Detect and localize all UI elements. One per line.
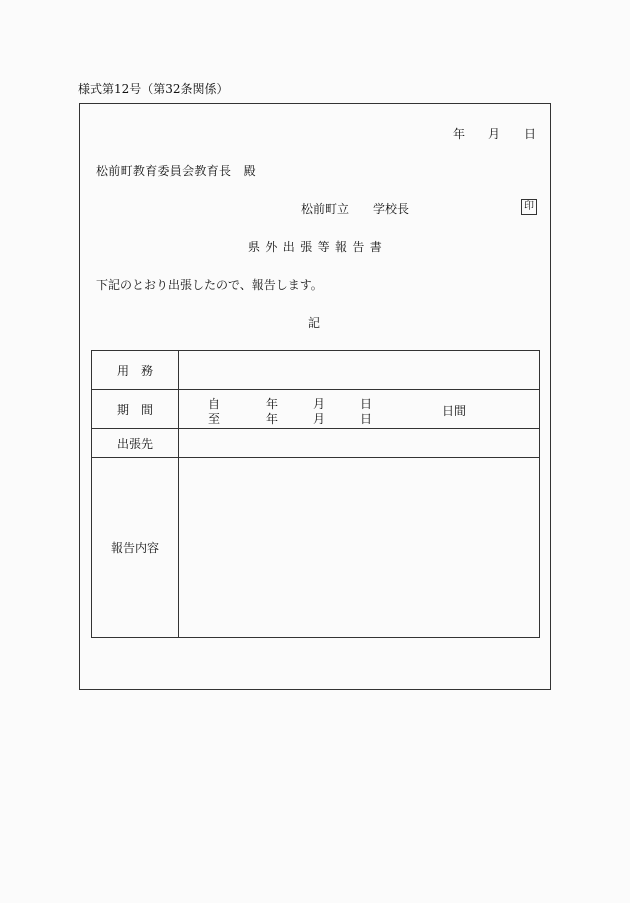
ki-heading: 記 [308, 316, 321, 330]
date-day-label: 日 [524, 127, 537, 141]
table-row-period [92, 390, 540, 429]
seal-mark: 印 [521, 199, 537, 215]
period-to-day: 日 [360, 412, 373, 426]
purpose-field[interactable] [179, 351, 540, 390]
document-title: 県外出張等報告書 [248, 240, 388, 254]
report-label: 報告内容 [92, 458, 179, 638]
sender-principal: 学校長 [373, 202, 410, 216]
report-table [91, 350, 540, 638]
period-from-month: 月 [313, 397, 326, 411]
period-days-unit: 日間 [442, 404, 467, 418]
period-from-label: 自 [208, 397, 221, 411]
table-row-report [92, 458, 540, 638]
period-to-label: 至 [208, 412, 221, 426]
form-id: 様式第12号（第32条関係） [78, 82, 229, 96]
destination-field[interactable] [179, 429, 540, 458]
table-row-destination [92, 429, 540, 458]
sender-school: 松前町立 [301, 202, 350, 216]
period-to-year: 年 [266, 412, 279, 426]
addressee: 松前町教育委員会教育長 殿 [96, 164, 256, 178]
period-label: 期 間 [92, 390, 179, 429]
period-field[interactable] [179, 390, 540, 429]
date-month-label: 月 [488, 127, 501, 141]
period-to-month: 月 [313, 412, 326, 426]
report-field[interactable] [179, 458, 540, 638]
sender-line [301, 200, 409, 217]
period-from-day: 日 [360, 397, 373, 411]
destination-label: 出張先 [92, 429, 179, 458]
date-year-label: 年 [453, 127, 466, 141]
purpose-label: 用 務 [92, 351, 179, 390]
body-text: 下記のとおり出張したので、報告します。 [96, 278, 323, 292]
period-from-year: 年 [266, 397, 279, 411]
table-row-purpose [92, 351, 540, 390]
